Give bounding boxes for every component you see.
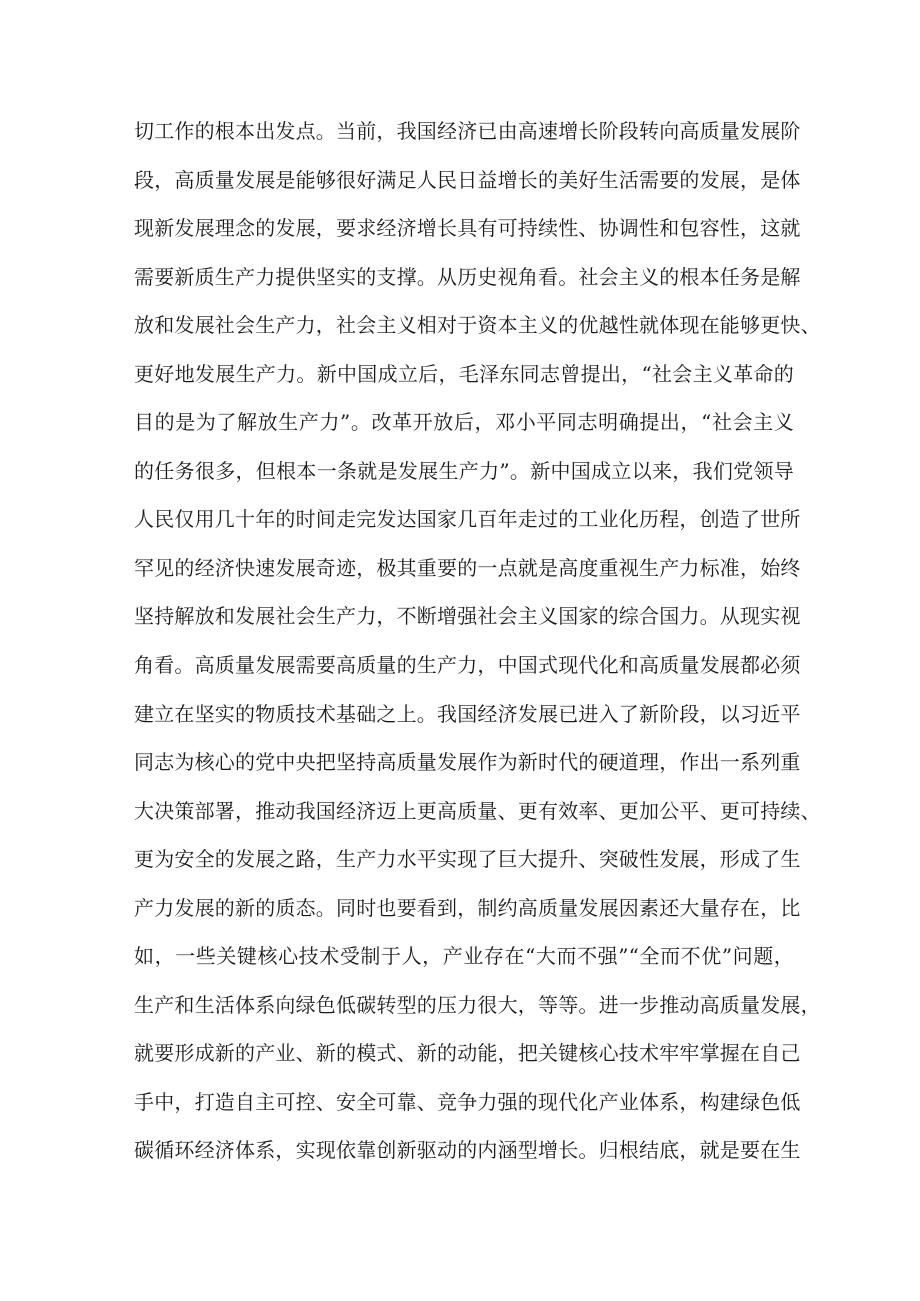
text-line: 如，一些关键核心技术受制于人，产业存在“大而不强”“全而不优”问题， <box>134 944 794 969</box>
text-line: 角看。高质量发展需要高质量的生产力，中国式现代化和高质量发展都必须 <box>134 653 801 678</box>
text-line: 大决策部署，推动我国经济迈上更高质量、更有效率、更加公平、更可持续、 <box>134 798 821 823</box>
body-paragraph <box>134 112 821 1180</box>
text-line: 段，高质量发展是能够很好满足人民日益增长的美好生活需要的发展，是体 <box>134 167 801 192</box>
text-line: 现新发展理念的发展，要求经济增长具有可持续性、协调性和包容性，这就 <box>134 216 801 241</box>
text-line: 切工作的根本出发点。当前，我国经济已由高速增长阶段转向高质量发展阶 <box>134 119 801 143</box>
text-line: 同志为核心的党中央把坚持高质量发展作为新时代的硬道理，作出一系列重 <box>134 750 801 775</box>
text-line: 生产和生活体系向绿色低碳转型的压力很大，等等。进一步推动高质量发展， <box>134 992 821 1017</box>
text-line: 产力发展的新的质态。同时也要看到，制约高质量发展因素还大量存在，比 <box>134 895 801 920</box>
text-line: 更好地发展生产力。新中国成立后，毛泽东同志曾提出，“社会主义革命的 <box>134 361 794 386</box>
text-line: 坚持解放和发展社会生产力，不断增强社会主义国家的综合国力。从现实视 <box>134 604 801 629</box>
text-line: 就要形成新的产业、新的模式、新的动能，把关键核心技术牢牢掌握在自己 <box>134 1041 801 1066</box>
text-line: 放和发展社会生产力，社会主义相对于资本主义的优越性就体现在能够更快、 <box>134 313 821 338</box>
text-line: 目的是为了解放生产力”。改革开放后，邓小平同志明确提出，“社会主义 <box>134 410 794 435</box>
text-line: 人民仅用几十年的时间走完发达国家几百年走过的工业化历程，创造了世所 <box>134 507 801 532</box>
text-line: 手中，打造自主可控、安全可靠、竞争力强的现代化产业体系，构建绿色低 <box>134 1089 801 1114</box>
text-line: 建立在坚实的物质技术基础之上。我国经济发展已进入了新阶段，以习近平 <box>134 701 801 726</box>
text-line: 的任务很多，但根本一条就是发展生产力”。新中国成立以来，我们党领导 <box>134 458 794 483</box>
text-line: 罕见的经济快速发展奇迹，极其重要的一点就是高度重视生产力标准，始终 <box>134 555 801 580</box>
text-line: 更为安全的发展之路，生产力水平实现了巨大提升、突破性发展，形成了生 <box>134 847 801 872</box>
text-line: 碳循环经济体系，实现依靠创新驱动的内涵型增长。归根结底，就是要在生 <box>134 1138 801 1163</box>
text-line: 需要新质生产力提供坚实的支撑。从历史视角看。社会主义的根本任务是解 <box>134 264 801 289</box>
